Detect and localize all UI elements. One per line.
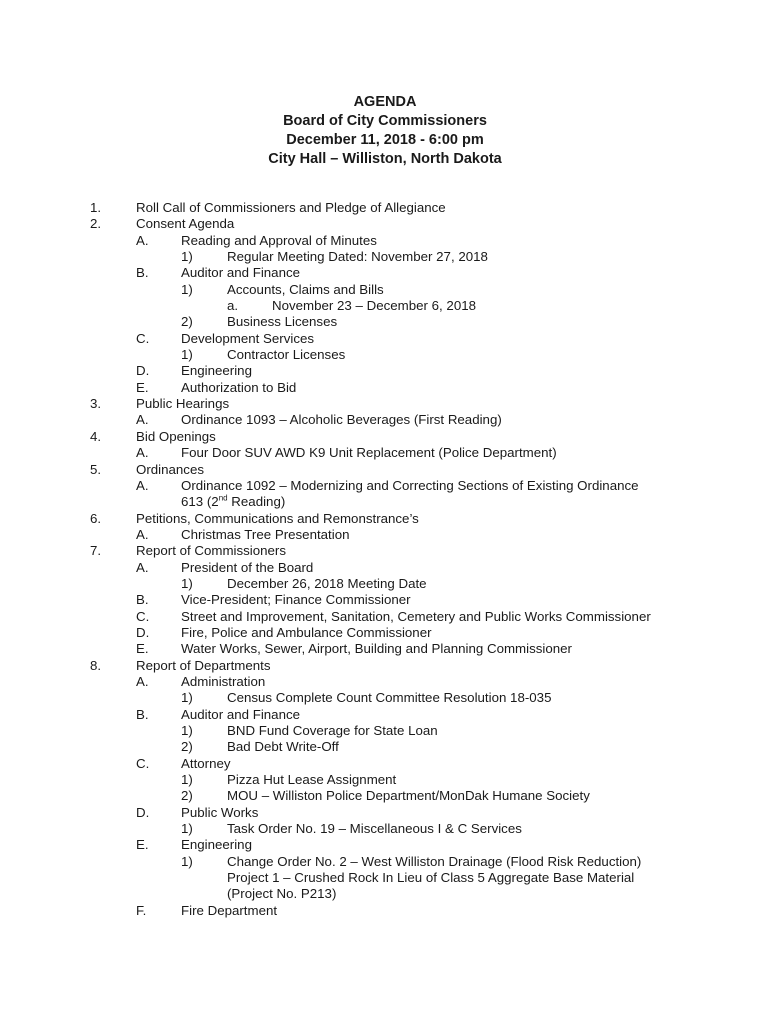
agenda-item-text: Regular Meeting Dated: November 27, 2018 [227, 249, 488, 265]
agenda-item-text: Bid Openings [136, 428, 216, 444]
agenda-item-text: Engineering [181, 363, 252, 379]
agenda-item-text: Vice-President; Finance Commissioner [181, 592, 411, 608]
agenda-item-text: Project 1 – Crushed Rock In Lieu of Class 5 Aggregate Base Material [227, 870, 635, 886]
agenda-item [0, 576, 770, 592]
agenda-item [0, 821, 770, 837]
agenda-item [0, 658, 770, 674]
agenda-item-text: Bad Debt Write-Off [227, 739, 339, 755]
agenda-item [0, 282, 770, 298]
agenda-item [0, 412, 770, 428]
agenda-item-marker: 1) [181, 723, 193, 738]
agenda-item-text: Fire, Police and Ambulance Commissioner [181, 624, 432, 640]
agenda-list [0, 200, 770, 919]
agenda-item-marker: 1) [181, 249, 193, 265]
agenda-item [0, 772, 770, 788]
agenda-item [0, 903, 770, 919]
agenda-item-marker: E. [136, 379, 149, 395]
agenda-item-marker: D. [136, 804, 150, 820]
agenda-item-text: Auditor and Finance [181, 706, 301, 722]
agenda-item-text: Contractor Licenses [227, 347, 346, 363]
agenda-item-text: President of the Board [181, 559, 314, 575]
agenda-item-marker: A. [136, 559, 149, 575]
agenda-item-text: 613 (2nd Reading) [181, 493, 286, 510]
agenda-item [0, 854, 770, 870]
agenda-item [0, 233, 770, 249]
agenda-item [0, 739, 770, 755]
agenda-item-text: Ordinance 1093 – Alcoholic Beverages (First Reading) [181, 412, 502, 428]
agenda-item-marker: B. [136, 706, 149, 722]
agenda-item-marker: 6. [90, 510, 102, 526]
agenda-item-text: MOU – Williston Police Department/MonDak Humane Society [227, 788, 590, 804]
agenda-item-text: Development Services [181, 330, 315, 346]
agenda-item [0, 837, 770, 853]
agenda-item-marker: 5. [90, 461, 102, 477]
meeting-date-time: December 11, 2018 - 6:00 pm [286, 132, 484, 148]
agenda-item [0, 511, 770, 527]
agenda-item-marker: 1) [181, 821, 193, 837]
agenda-item-text: Pizza Hut Lease Assignment [227, 772, 397, 788]
agenda-item-text: (Project No. P213) [227, 886, 337, 902]
agenda-item-marker: 2) [181, 739, 193, 755]
agenda-item-marker: B. [136, 265, 149, 281]
agenda-item-text: Accounts, Claims and Bills [227, 281, 384, 297]
agenda-item [0, 690, 770, 706]
agenda-item-marker: 1) [181, 347, 193, 363]
meeting-location: City Hall – Williston, North Dakota [268, 151, 502, 167]
agenda-item-marker: C. [136, 755, 150, 771]
agenda-item-text: Change Order No. 2 – West Williston Drainage (Flood Risk Reduction) [227, 853, 642, 869]
agenda-item [0, 363, 770, 379]
agenda-item-marker: 7. [90, 543, 102, 559]
agenda-item-text: Four Door SUV AWD K9 Unit Replacement (Police Department) [181, 445, 557, 461]
agenda-item-marker: 4. [90, 428, 102, 444]
agenda-item-text: Consent Agenda [136, 216, 235, 232]
agenda-item [0, 380, 770, 396]
agenda-item-marker: 1. [90, 200, 102, 215]
agenda-title: AGENDA [353, 94, 417, 110]
agenda-item-marker: A. [136, 412, 149, 428]
agenda-item-text: Petitions, Communications and Remonstrance’s [136, 510, 419, 526]
agenda-item-marker: B. [136, 592, 149, 608]
agenda-item-text: Census Complete Count Committee Resolution 18-035 [227, 690, 552, 706]
agenda-item-marker: A. [136, 673, 149, 689]
agenda-item [0, 265, 770, 281]
agenda-item-marker: 3. [90, 396, 102, 412]
agenda-item-text: Auditor and Finance [181, 265, 301, 281]
agenda-header [0, 93, 770, 169]
agenda-item-marker: D. [136, 624, 150, 640]
agenda-item-marker: 1) [181, 853, 193, 869]
agenda-item-marker: E. [136, 837, 149, 853]
agenda-item [0, 200, 770, 216]
board-name: Board of City Commissioners [283, 113, 487, 129]
agenda-item-text: Administration [181, 673, 266, 689]
agenda-item [0, 396, 770, 412]
agenda-item [0, 543, 770, 559]
agenda-item-marker: C. [136, 330, 150, 346]
agenda-item-text: Christmas Tree Presentation [181, 526, 350, 542]
agenda-item-text: November 23 – December 6, 2018 [272, 298, 476, 314]
agenda-item-marker: 1) [181, 575, 193, 591]
agenda-item-marker: A. [136, 477, 149, 493]
agenda-item [0, 347, 770, 363]
agenda-item-text: Report of Departments [136, 657, 271, 673]
ordinal-suffix: nd [218, 493, 228, 503]
agenda-item-marker: F. [136, 902, 147, 918]
agenda-item-marker: A. [136, 445, 149, 461]
agenda-item-marker: a. [227, 298, 239, 314]
agenda-item-text: Task Order No. 19 – Miscellaneous I & C Services [227, 821, 522, 837]
agenda-item [0, 478, 770, 494]
agenda-item [0, 625, 770, 641]
agenda-item [0, 314, 770, 330]
agenda-item [0, 445, 770, 461]
agenda-item-text: Reading and Approval of Minutes [181, 232, 377, 248]
agenda-item [0, 298, 770, 314]
agenda-item [0, 805, 770, 821]
agenda-item [0, 609, 770, 625]
agenda-item [0, 462, 770, 478]
agenda-item-text: Roll Call of Commissioners and Pledge of Allegiance [136, 200, 446, 215]
agenda-item-text: Report of Commissioners [136, 543, 287, 559]
agenda-item-marker: 1) [181, 281, 193, 297]
agenda-item-marker: 1) [181, 690, 193, 706]
agenda-item [0, 886, 770, 902]
agenda-item [0, 870, 770, 886]
agenda-item-marker: 2) [181, 314, 193, 330]
agenda-item [0, 707, 770, 723]
agenda-item [0, 216, 770, 232]
agenda-item-text: Business Licenses [227, 314, 338, 330]
agenda-item [0, 494, 770, 510]
agenda-item [0, 429, 770, 445]
agenda-item-marker: 2) [181, 788, 193, 804]
agenda-item-text: Attorney [181, 755, 231, 771]
agenda-item-marker: C. [136, 608, 150, 624]
agenda-item [0, 249, 770, 265]
agenda-item-marker: A. [136, 232, 149, 248]
agenda-item [0, 674, 770, 690]
agenda-item [0, 641, 770, 657]
agenda-item-text: Ordinances [136, 461, 204, 477]
agenda-item [0, 756, 770, 772]
agenda-item-text: Public Hearings [136, 396, 230, 412]
agenda-item-text: Street and Improvement, Sanitation, Cemetery and Public Works Commissioner [181, 608, 651, 624]
agenda-item-text: BND Fund Coverage for State Loan [227, 723, 438, 738]
agenda-item [0, 560, 770, 576]
agenda-item-text: Engineering [181, 837, 252, 853]
agenda-item-marker: 2. [90, 216, 102, 232]
agenda-item-text: Public Works [181, 804, 259, 820]
agenda-item [0, 723, 770, 739]
agenda-item-marker: E. [136, 641, 149, 657]
agenda-item-text: Authorization to Bid [181, 379, 297, 395]
agenda-item [0, 331, 770, 347]
agenda-item-marker: 8. [90, 657, 102, 673]
agenda-item [0, 788, 770, 804]
agenda-item-marker: 1) [181, 772, 193, 788]
agenda-item-text: Ordinance 1092 – Modernizing and Correcting Sections of Existing Ordinance [181, 477, 639, 493]
agenda-item [0, 592, 770, 608]
agenda-item-marker: D. [136, 363, 150, 379]
agenda-item-marker: A. [136, 526, 149, 542]
agenda-item-text: Fire Department [181, 902, 278, 918]
agenda-item-text: December 26, 2018 Meeting Date [227, 575, 427, 591]
agenda-item [0, 527, 770, 543]
agenda-item-text: Water Works, Sewer, Airport, Building and Planning Commissioner [181, 641, 572, 657]
